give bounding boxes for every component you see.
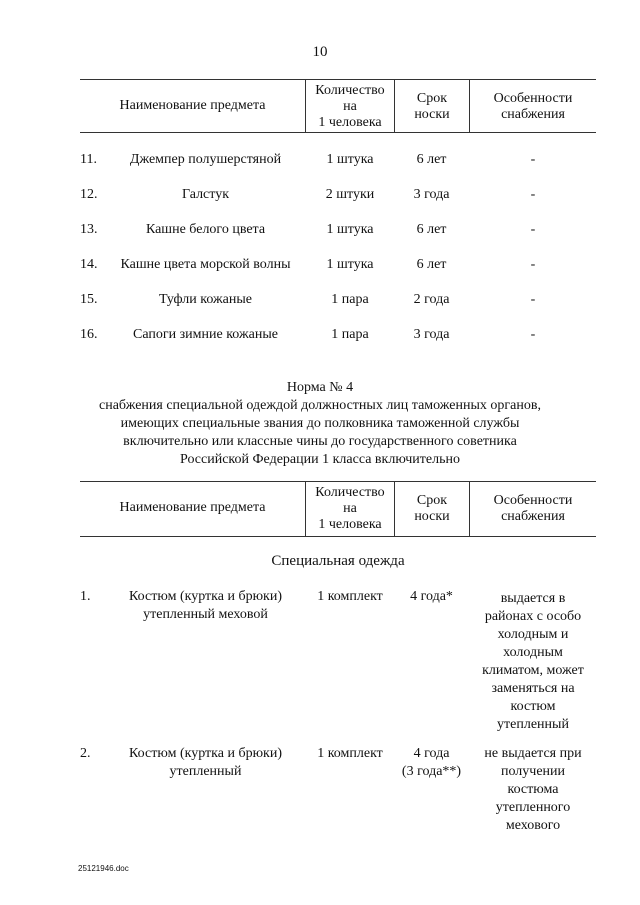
header-features: Особенности снабжения [493, 493, 573, 524]
item-term: 3 года [413, 187, 450, 202]
row-number: 13. [80, 222, 98, 237]
item-features: выдается в районах с особо холодным и холодным климатом, может заменяться на костюм утепленный [482, 591, 584, 732]
row-number: 1. [80, 589, 91, 604]
item-quantity: 1 штука [326, 222, 374, 237]
item-term: 6 лет [416, 257, 447, 272]
item-name: Туфли кожаные [159, 292, 252, 307]
item-name: Кашне цвета морской волны [120, 257, 291, 272]
item-term: 6 лет [416, 152, 447, 167]
item-term: 4 года (3 года**) [401, 746, 462, 779]
item-features: - [530, 222, 536, 237]
item-features: не выдается при получении костюма утепленного мехового [484, 746, 582, 833]
row-number: 15. [80, 292, 98, 307]
table-header-bottom-rule [80, 536, 596, 537]
item-quantity: 1 комплект [317, 589, 383, 604]
item-name: Кашне белого цвета [145, 222, 266, 237]
norm-title: Норма № 4 [286, 380, 354, 395]
row-number: 14. [80, 257, 98, 272]
item-name: Джемпер полушерстяной [129, 152, 282, 167]
item-features: - [530, 152, 536, 167]
item-term: 2 года [413, 292, 450, 307]
item-name: Костюм (куртка и брюки) утепленный [129, 746, 282, 779]
item-term: 6 лет [416, 222, 447, 237]
header-features: Особенности снабжения [493, 91, 573, 122]
item-name: Галстук [181, 187, 230, 202]
item-term: 4 года* [410, 589, 453, 604]
item-features: - [530, 257, 536, 272]
header-term: Срок носки [414, 493, 450, 524]
item-quantity: 1 штука [326, 152, 374, 167]
norm-line: включительно или классные чины до государственного советника [123, 434, 517, 449]
item-quantity: 1 штука [326, 257, 374, 272]
item-quantity: 2 штуки [325, 187, 375, 202]
table-top-rule [80, 481, 596, 482]
page-number: 10 [312, 44, 328, 60]
item-features: - [530, 187, 536, 202]
header-term: Срок носки [414, 91, 450, 122]
header-quantity: Количество на 1 человека [315, 83, 385, 130]
norm-heading [60, 379, 580, 469]
row-number: 12. [80, 187, 98, 202]
item-quantity: 1 комплект [317, 746, 383, 761]
header-name: Наименование предмета [119, 500, 266, 515]
footer-filename: 25121946.doc [78, 864, 129, 873]
norm-line: имеющих специальные звания до полковника таможенной службы [120, 416, 520, 431]
table-header-bottom-rule [80, 132, 596, 133]
item-quantity: 1 пара [331, 327, 369, 342]
item-name: Костюм (куртка и брюки) утепленный меховой [129, 589, 282, 622]
item-name: Сапоги зимние кожаные [133, 327, 278, 342]
header-name: Наименование предмета [119, 98, 266, 113]
item-features: - [530, 292, 536, 307]
item-quantity: 1 пара [331, 292, 369, 307]
row-number: 16. [80, 327, 98, 342]
item-term: 3 года [413, 327, 450, 342]
table-top-rule [80, 79, 596, 80]
norm-line: снабжения специальной одеждой должностных лиц таможенных органов, [99, 398, 541, 413]
norm-line: Российской Федерации 1 класса включительно [180, 452, 460, 467]
row-number: 2. [80, 746, 91, 761]
row-number: 11. [80, 152, 97, 167]
section-title: Специальная одежда [271, 553, 405, 569]
header-quantity: Количество на 1 человека [315, 485, 385, 532]
item-features: - [530, 327, 536, 342]
